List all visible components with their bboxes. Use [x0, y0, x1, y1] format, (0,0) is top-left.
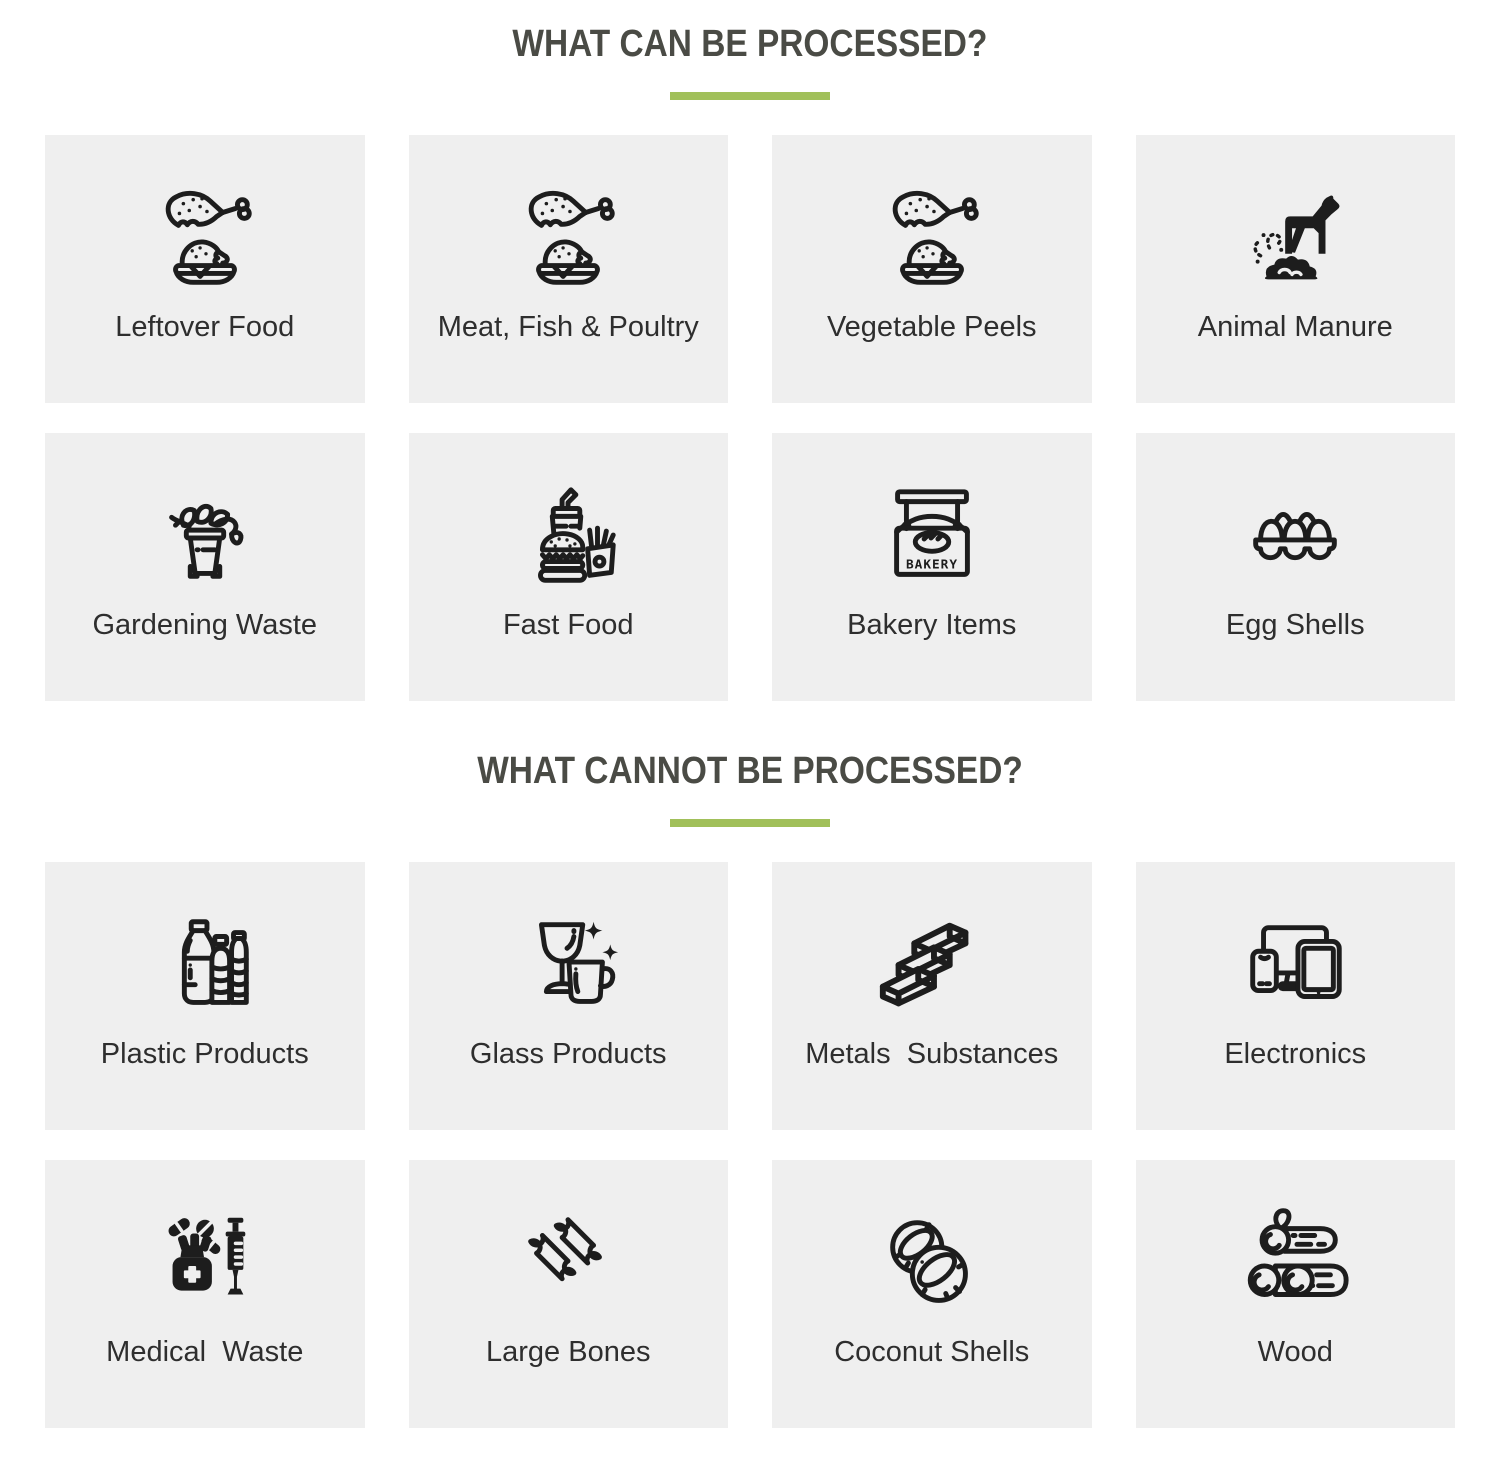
card-wood — [1136, 1160, 1456, 1428]
card-label: Gardening Waste — [92, 608, 318, 641]
bottom-padding — [0, 1428, 1500, 1458]
card-icon-wrap — [873, 181, 991, 299]
card-label: Large Bones — [486, 1335, 651, 1368]
card-icon-wrap — [1236, 479, 1354, 597]
metal-bars-icon — [873, 908, 991, 1026]
section-title-processable: WHAT CAN BE PROCESSED? — [512, 23, 988, 65]
fast-food-icon — [509, 479, 627, 597]
card-icon-wrap — [1236, 181, 1354, 299]
card-icon-wrap — [146, 479, 264, 597]
card-electronics — [1136, 862, 1456, 1130]
card-label: Metals Substances — [805, 1037, 1059, 1070]
card-icon-wrap — [509, 908, 627, 1026]
card-vegetable-peels — [772, 135, 1092, 403]
leftover-food-icon — [146, 181, 264, 299]
card-label: Animal Manure — [1197, 310, 1393, 343]
card-icon-wrap — [146, 908, 264, 1026]
card-coconut-shells — [772, 1160, 1092, 1428]
card-label: Coconut Shells — [834, 1335, 1030, 1368]
animal-manure-icon — [1236, 181, 1354, 299]
card-bakery-items — [772, 433, 1092, 701]
card-large-bones — [409, 1160, 729, 1428]
card-icon-wrap — [509, 1206, 627, 1324]
processable-card-grid — [0, 135, 1500, 701]
card-egg-shells — [1136, 433, 1456, 701]
card-icon-wrap — [146, 1206, 264, 1324]
card-label: Wood — [1257, 1335, 1333, 1368]
card-medical-waste — [45, 1160, 365, 1428]
card-fast-food — [409, 433, 729, 701]
section-title-non-processable: WHAT CANNOT BE PROCESSED? — [477, 749, 1023, 792]
card-gardening-waste — [45, 433, 365, 701]
electronics-icon — [1236, 908, 1354, 1026]
coconut-shells-icon — [873, 1206, 991, 1324]
title-underline — [670, 92, 830, 100]
non-processable-card-grid — [0, 862, 1500, 1428]
card-animal-manure — [1136, 135, 1456, 403]
gardening-waste-icon — [146, 479, 264, 597]
leftover-food-icon — [873, 181, 991, 299]
card-icon-wrap — [509, 181, 627, 299]
plastic-bottles-icon — [146, 908, 264, 1026]
card-plastic-products — [45, 862, 365, 1130]
wood-logs-icon — [1236, 1206, 1354, 1324]
svg-text:BAKERY: BAKERY — [905, 557, 958, 573]
card-icon-wrap — [509, 479, 627, 597]
card-label: Glass Products — [469, 1037, 667, 1070]
section-processable — [0, 24, 1500, 701]
card-icon-wrap — [873, 1206, 991, 1324]
card-label: Vegetable Peels — [826, 310, 1037, 343]
large-bones-icon — [509, 1206, 627, 1324]
card-leftover-food — [45, 135, 365, 403]
card-icon-wrap — [146, 181, 264, 299]
title-underline — [670, 819, 830, 827]
glass-products-icon — [509, 908, 627, 1026]
card-label: Medical Waste — [106, 1335, 304, 1368]
card-label: Plastic Products — [100, 1037, 309, 1070]
card-label: Egg Shells — [1225, 608, 1365, 641]
card-icon-wrap — [873, 479, 991, 597]
card-label: Meat, Fish & Poultry — [437, 310, 699, 343]
card-label: Fast Food — [502, 608, 634, 641]
bakery-sign-icon — [873, 479, 991, 597]
card-glass-products — [409, 862, 729, 1130]
card-label: Bakery Items — [847, 608, 1017, 641]
egg-carton-icon — [1236, 479, 1354, 597]
card-icon-wrap — [1236, 908, 1354, 1026]
card-label: Electronics — [1224, 1037, 1367, 1070]
card-metals-substances — [772, 862, 1092, 1130]
section-non-processable — [0, 751, 1500, 1428]
medical-waste-icon — [146, 1206, 264, 1324]
card-label: Leftover Food — [115, 310, 295, 343]
card-meat-fish-poultry — [409, 135, 729, 403]
card-icon-wrap — [1236, 1206, 1354, 1324]
leftover-food-icon — [509, 181, 627, 299]
card-icon-wrap — [873, 908, 991, 1026]
